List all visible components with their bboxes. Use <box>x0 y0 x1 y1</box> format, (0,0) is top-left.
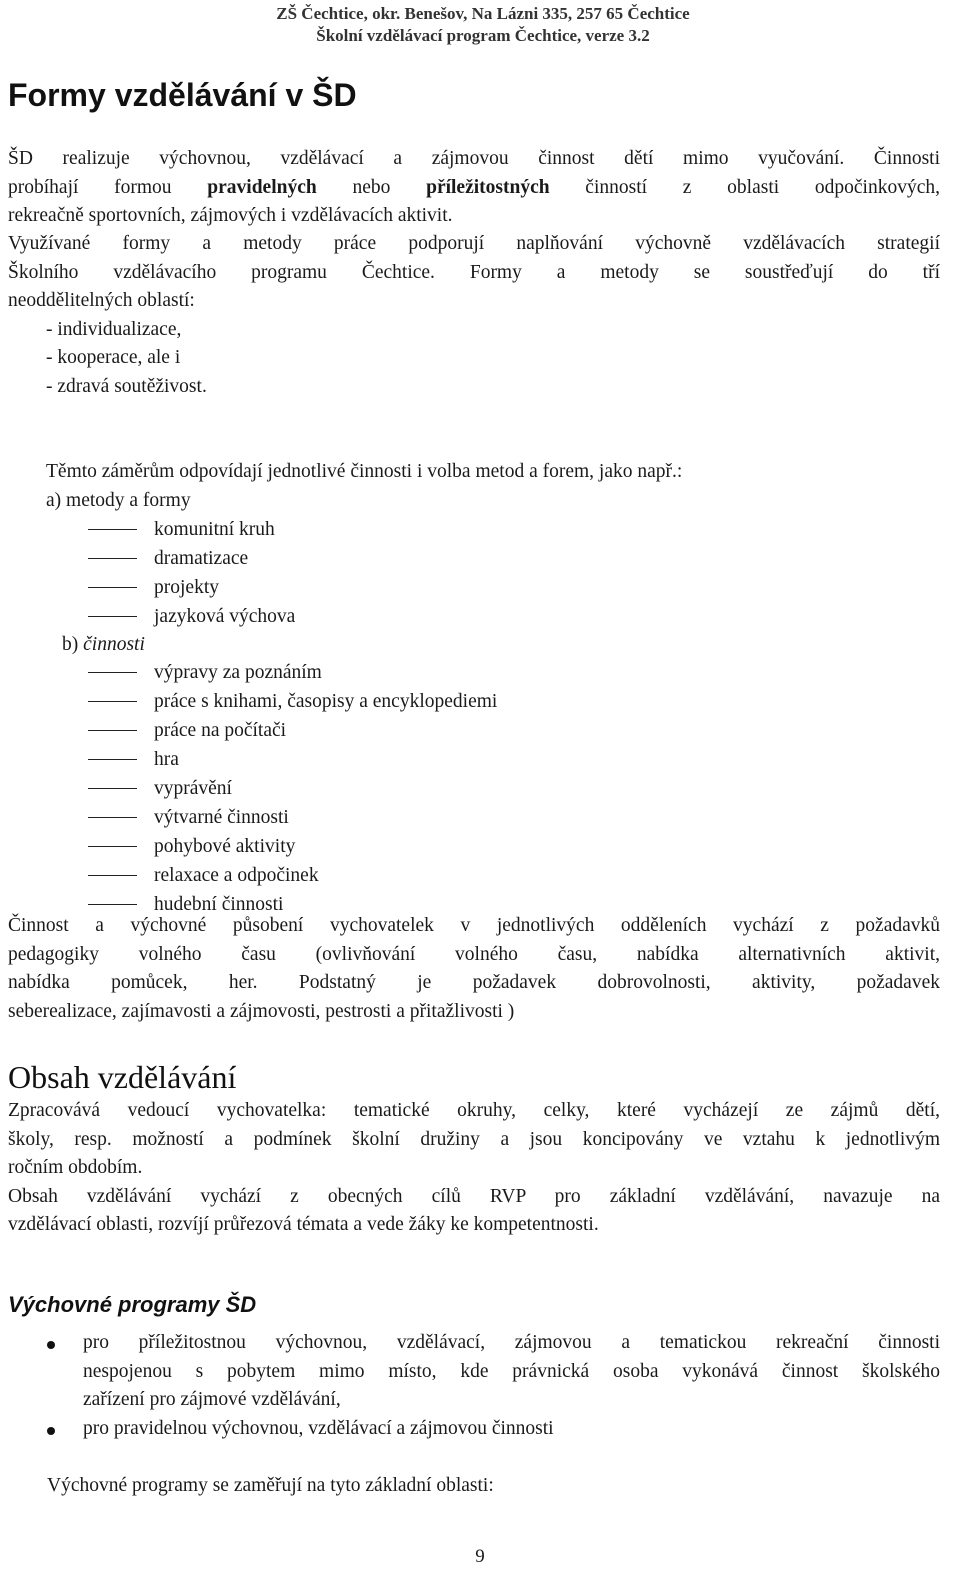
list-item: - zdravá soutěživost. <box>46 375 207 397</box>
text-line: Zpracovává vedoucí vychovatelka: tematické okruhy, celky, které vycházejí ze zájmů dětí, <box>8 1100 940 1121</box>
list-item-text: hudební činnosti <box>154 894 284 915</box>
bullet-item <box>47 1415 940 1444</box>
list-item <box>88 544 688 573</box>
text-line <box>8 174 940 203</box>
list-item-text: hra <box>154 749 179 770</box>
text-line: pro příležitostnou výchovnou, vzdělávací, zájmovou a tematickou rekreační činnosti <box>83 1332 940 1353</box>
list-activities <box>88 658 688 919</box>
text-segment: činností z oblasti odpočinkových, <box>549 176 941 198</box>
dash-marker <box>88 672 137 673</box>
header-program-version: Školní vzdělávací program Čechtice, verze 3.2 <box>316 26 650 45</box>
text-line: zařízení pro zájmové vzdělávání, <box>83 1389 341 1410</box>
group-b-prefix: b) <box>62 634 84 655</box>
bullet-dot-icon <box>47 1427 55 1435</box>
list-item-text: výpravy za poznáním <box>154 662 322 683</box>
section-title-programy: Výchovné programy ŠD <box>8 1292 257 1317</box>
bold-term-pravidelnych: pravidelných <box>207 176 317 198</box>
list-item <box>88 716 688 745</box>
section-title-obsah: Obsah vzdělávání <box>8 1059 237 1095</box>
list-item-text: práce s knihami, časopisy a encyklopediemi <box>154 691 498 712</box>
text-line: Těmto záměrům odpovídají jednotlivé činnosti i volba metod a forem, jako např.: <box>46 461 683 482</box>
list-item-text: výtvarné činnosti <box>154 807 289 828</box>
list-item <box>88 687 688 716</box>
text-line: školy, resp. možností a podmínek školní družiny a jsou koncipovány ve vztahu k jednotlivým <box>8 1128 940 1150</box>
group-a-label: a) metody a formy <box>46 489 191 511</box>
paragraph-content-planning <box>8 1097 940 1240</box>
section-title-formy: Formy vzdělávání v ŠD <box>8 77 357 113</box>
dash-marker <box>88 558 137 559</box>
paragraph-strategies <box>8 230 940 401</box>
list-item-text: projekty <box>154 577 219 598</box>
dash-marker <box>88 529 137 530</box>
bullet-dot-icon <box>47 1341 55 1349</box>
text-line: ročním obdobím. <box>8 1157 143 1178</box>
dash-marker <box>88 817 137 818</box>
bullet-list-programs <box>47 1329 940 1443</box>
list-item <box>88 832 688 861</box>
bold-term-prilezitostnych: příležitostných <box>426 176 550 198</box>
text-segment: nebo <box>316 176 427 198</box>
text-line: Činnost a výchovné působení vychovatelek v jednotlivých odděleních vychází z požadavků <box>8 915 940 936</box>
list-item <box>88 861 688 890</box>
paragraph-closing <box>47 1472 940 1501</box>
text-line: nespojenou s pobytem mimo místo, kde právnická osoba vykonává činnost školského <box>83 1360 940 1382</box>
list-item <box>88 515 688 544</box>
list-item: - kooperace, ale i <box>46 347 181 368</box>
text-line: Využívané formy a metody práce podporují naplňování výchovně vzdělávacích strategií <box>8 233 940 254</box>
dash-marker <box>88 730 137 731</box>
list-methods-forms <box>88 515 688 631</box>
bullet-item <box>47 1329 940 1415</box>
header-school-address: ZŠ Čechtice, okr. Benešov, Na Lázni 335, 257 65 Čechtice <box>276 4 690 23</box>
text-line: pedagogiky volného času (ovlivňování volného času, nabídka alternativních aktivit, <box>8 943 940 965</box>
list-item: - individualizace, <box>46 318 182 340</box>
list-item-text: pohybové aktivity <box>154 836 296 857</box>
list-item-text: vyprávění <box>154 778 232 799</box>
list-item <box>88 774 688 803</box>
paragraph-intro <box>8 145 940 231</box>
dash-marker <box>88 846 137 847</box>
text-line: nabídka pomůcek, her. Podstatný je požadavek dobrovolnosti, aktivity, požadavek <box>8 972 940 993</box>
dash-marker <box>88 587 137 588</box>
paragraph-methods-intro <box>46 458 940 515</box>
list-item-text: relaxace a odpočinek <box>154 865 319 886</box>
page-number: 9 <box>475 1546 485 1567</box>
text-line: rekreačně sportovních, zájmových i vzdělávacích aktivit. <box>8 205 453 226</box>
text-line: seberealizace, zajímavosti a zájmovosti, pestrosti a přitažlivosti ) <box>8 1000 515 1022</box>
dash-marker <box>88 875 137 876</box>
list-item <box>88 602 688 631</box>
list-item <box>88 745 688 774</box>
list-item <box>88 573 688 602</box>
text-line: neoddělitelných oblastí: <box>8 290 195 311</box>
list-item <box>88 803 688 832</box>
list-item-text: komunitní kruh <box>154 519 275 540</box>
list-item-text: dramatizace <box>154 548 249 569</box>
dash-marker <box>88 759 137 760</box>
text-line: Školního vzdělávacího programu Čechtice. Formy a metody se soustřeďují do tří <box>8 261 940 283</box>
text-line: ŠD realizuje výchovnou, vzdělávací a zájmovou činnost dětí mimo vyučování. Činnosti <box>8 148 940 169</box>
paragraph-educators <box>8 912 940 1026</box>
text-line: vzdělávací oblasti, rozvíjí průřezová témata a vede žáky ke kompetentnosti. <box>8 1214 599 1235</box>
text-line: Výchovné programy se zaměřují na tyto základní oblasti: <box>47 1475 494 1496</box>
list-item <box>88 658 688 687</box>
list-item-text: jazyková výchova <box>154 606 296 627</box>
list-item-text: práce na počítači <box>154 720 287 741</box>
dash-marker <box>88 788 137 789</box>
dash-marker <box>88 904 137 905</box>
text-segment: probíhají formou <box>8 176 208 198</box>
group-b-label: činnosti <box>83 634 145 655</box>
text-line: Obsah vzdělávání vychází z obecných cílů RVP pro základní vzdělávání, navazuje na <box>8 1185 940 1207</box>
dash-marker <box>88 616 137 617</box>
page-header <box>248 3 718 47</box>
group-b-heading <box>62 631 662 660</box>
dash-marker <box>88 701 137 702</box>
text-line: pro pravidelnou výchovnou, vzdělávací a zájmovou činnosti <box>83 1417 554 1439</box>
